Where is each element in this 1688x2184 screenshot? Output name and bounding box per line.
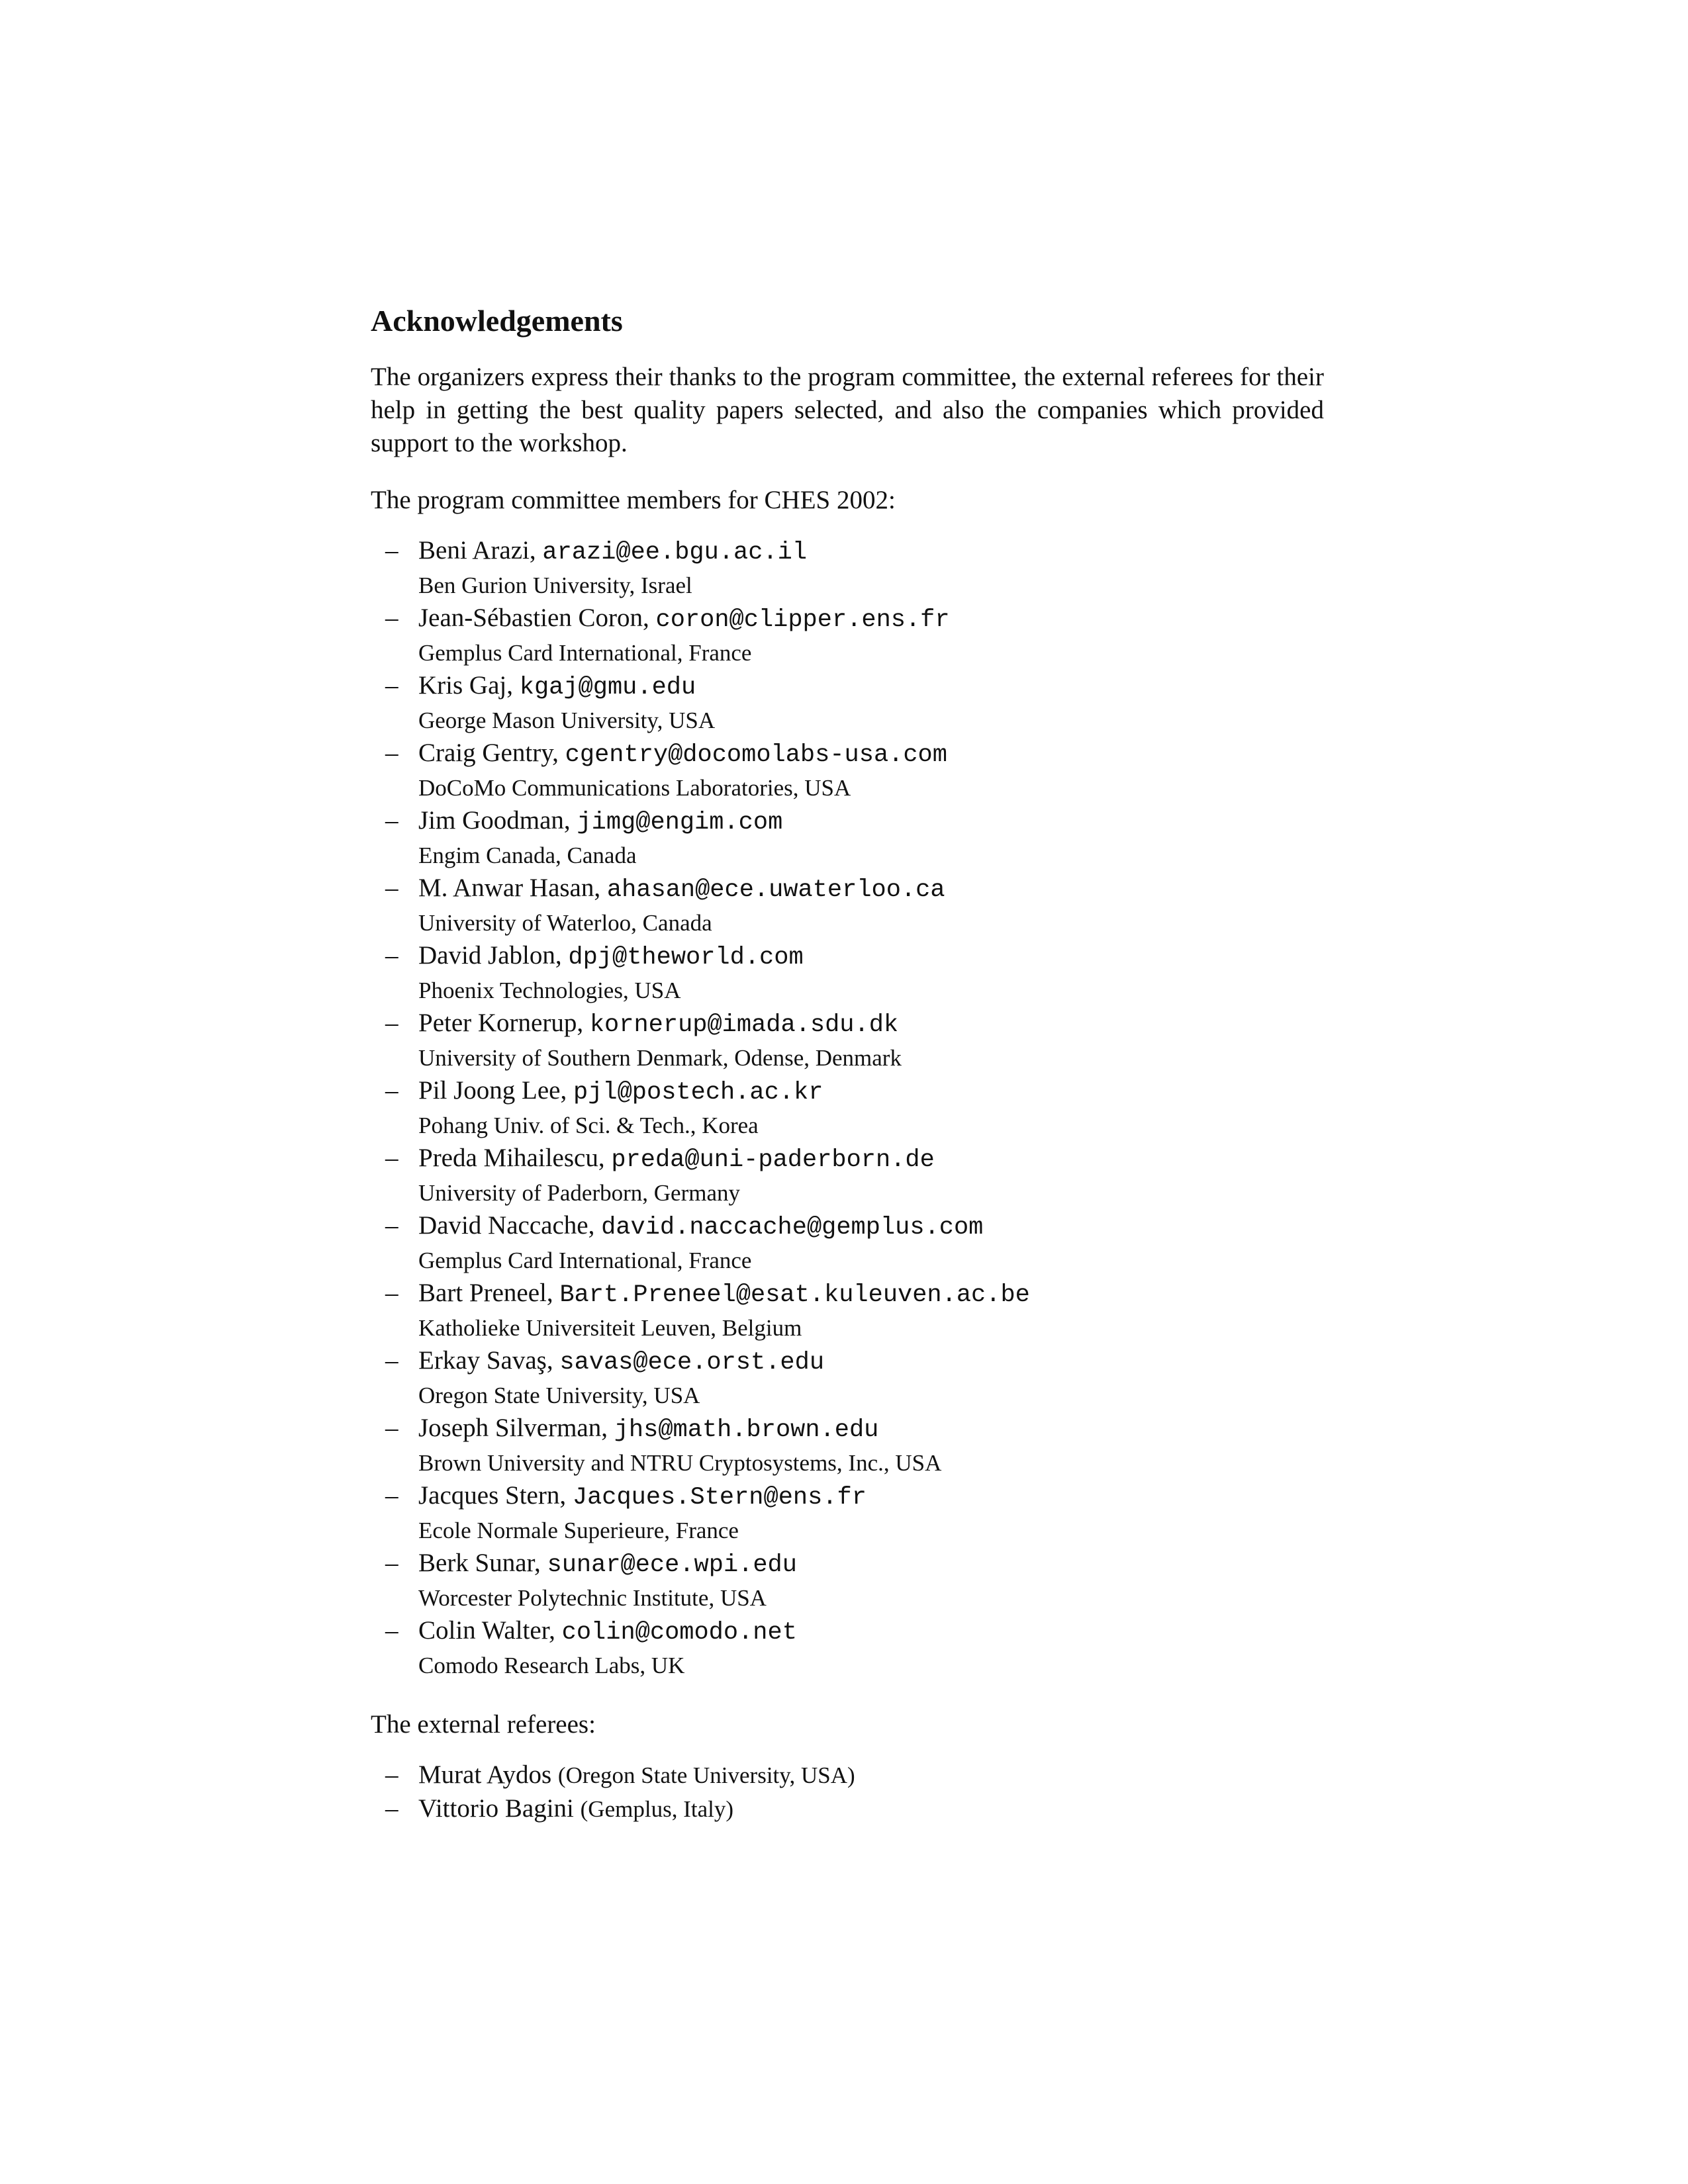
member-email: Bart.Preneel@esat.kuleuven.ac.be: [559, 1281, 1030, 1309]
referees-intro: The external referees:: [371, 1710, 596, 1739]
member-email: pjl@postech.ac.kr: [573, 1079, 823, 1107]
member-affiliation: Worcester Polytechnic Institute, USA: [418, 1585, 767, 1611]
member-email: savas@ece.orst.edu: [559, 1349, 825, 1377]
member-name: Peter Kornerup,: [418, 1009, 584, 1037]
committee-list: [371, 534, 1324, 1682]
member-affiliation: Brown University and NTRU Cryptosystems, Inc., USA: [418, 1450, 942, 1476]
member-affiliation: Oregon State University, USA: [418, 1383, 700, 1408]
referee-name: Murat Aydos: [418, 1760, 552, 1789]
bullet-dash: –: [385, 1481, 399, 1510]
member-affiliation: Gemplus Card International, France: [418, 1248, 752, 1273]
referee-affiliation: (Oregon State University, USA): [557, 1762, 855, 1788]
member-affiliation: DoCoMo Communications Laboratories, USA: [418, 775, 851, 801]
bullet-dash: –: [385, 604, 399, 632]
list-item: [371, 1412, 1324, 1479]
member-affiliation: Comodo Research Labs, UK: [418, 1653, 685, 1678]
member-email: jimg@engim.com: [577, 809, 783, 837]
member-name: Bart Preneel,: [418, 1279, 553, 1307]
list-item: [371, 1074, 1324, 1142]
member-email: david.naccache@gemplus.com: [601, 1214, 984, 1242]
member-affiliation: Gemplus Card International, France: [418, 640, 752, 666]
member-name: David Jablon,: [418, 941, 562, 970]
list-item: [371, 1547, 1324, 1614]
member-email: jhs@math.brown.edu: [614, 1416, 879, 1444]
member-affiliation: Phoenix Technologies, USA: [418, 978, 681, 1003]
member-affiliation: Engim Canada, Canada: [418, 842, 637, 868]
referee-affiliation: (Gemplus, Italy): [580, 1796, 733, 1822]
member-email: dpj@theworld.com: [568, 944, 804, 972]
member-email: cgentry@docomolabs-usa.com: [565, 741, 947, 769]
member-affiliation: Ecole Normale Superieure, France: [418, 1518, 739, 1543]
bullet-dash: –: [385, 1414, 399, 1442]
member-name: Pil Joong Lee,: [418, 1076, 567, 1105]
member-email: colin@comodo.net: [561, 1619, 797, 1647]
member-name: Colin Walter,: [418, 1616, 555, 1645]
list-item: [371, 602, 1324, 669]
member-email: sunar@ece.wpi.edu: [547, 1551, 797, 1579]
bullet-dash: –: [385, 671, 399, 700]
member-name: Kris Gaj,: [418, 671, 513, 700]
member-email: preda@uni-paderborn.de: [611, 1146, 935, 1174]
bullet-dash: –: [385, 1076, 399, 1105]
bullet-dash: –: [385, 1279, 399, 1307]
referees-list: [371, 1758, 1324, 1826]
list-item: [371, 939, 1324, 1007]
list-item: [371, 1758, 1324, 1792]
member-email: Jacques.Stern@ens.fr: [572, 1484, 867, 1512]
bullet-dash: –: [385, 1549, 399, 1577]
referee-name: Vittorio Bagini: [418, 1794, 574, 1823]
bullet-dash: –: [385, 806, 399, 835]
member-name: M. Anwar Hasan,: [418, 874, 601, 902]
bullet-dash: –: [385, 1144, 399, 1172]
member-email: arazi@ee.bgu.ac.il: [542, 539, 808, 567]
intro-paragraph: The organizers express their thanks to the program committee, the external referees for their help in getting the best quality papers selected, and also the companies which provided support to the workshop.: [371, 363, 1324, 457]
list-item: [371, 1277, 1324, 1344]
bullet-dash: –: [385, 536, 399, 565]
member-name: Craig Gentry,: [418, 739, 559, 767]
list-item: [371, 1007, 1324, 1074]
member-name: Berk Sunar,: [418, 1549, 541, 1577]
document-page: [371, 301, 1324, 1852]
list-item: [371, 534, 1324, 602]
member-name: Joseph Silverman,: [418, 1414, 608, 1442]
bullet-dash: –: [385, 1794, 399, 1823]
list-item: [371, 669, 1324, 737]
member-name: Erkay Savaş,: [418, 1346, 553, 1375]
member-affiliation: Ben Gurion University, Israel: [418, 572, 692, 598]
member-name: Jean-Sébastien Coron,: [418, 604, 649, 632]
bullet-dash: –: [385, 1009, 399, 1037]
bullet-dash: –: [385, 941, 399, 970]
list-item: [371, 872, 1324, 939]
bullet-dash: –: [385, 1346, 399, 1375]
list-item: [371, 1792, 1324, 1826]
member-email: kornerup@imada.sdu.dk: [589, 1011, 899, 1039]
member-name: David Naccache,: [418, 1211, 595, 1240]
list-item: [371, 1344, 1324, 1412]
member-affiliation: Katholieke Universiteit Leuven, Belgium: [418, 1315, 802, 1341]
committee-intro: The program committee members for CHES 2002:: [371, 486, 896, 514]
list-item: [371, 1479, 1324, 1547]
bullet-dash: –: [385, 1760, 399, 1789]
bullet-dash: –: [385, 739, 399, 767]
member-affiliation: University of Waterloo, Canada: [418, 910, 712, 936]
bullet-dash: –: [385, 874, 399, 902]
member-name: Jacques Stern,: [418, 1481, 567, 1510]
member-name: Beni Arazi,: [418, 536, 536, 565]
member-name: Jim Goodman,: [418, 806, 571, 835]
bullet-dash: –: [385, 1211, 399, 1240]
list-item: [371, 1209, 1324, 1277]
member-email: ahasan@ece.uwaterloo.ca: [606, 876, 945, 904]
list-item: [371, 1142, 1324, 1209]
list-item: [371, 1614, 1324, 1682]
member-affiliation: George Mason University, USA: [418, 707, 716, 733]
member-email: coron@clipper.ens.fr: [655, 606, 950, 634]
member-name: Preda Mihailescu,: [418, 1144, 605, 1172]
list-item: [371, 804, 1324, 872]
member-affiliation: Pohang Univ. of Sci. & Tech., Korea: [418, 1113, 759, 1138]
member-affiliation: University of Southern Denmark, Odense, Denmark: [418, 1045, 902, 1071]
bullet-dash: –: [385, 1616, 399, 1645]
member-affiliation: University of Paderborn, Germany: [418, 1180, 740, 1206]
section-heading: Acknowledgements: [371, 304, 623, 338]
list-item: [371, 737, 1324, 804]
member-email: kgaj@gmu.edu: [519, 674, 696, 702]
